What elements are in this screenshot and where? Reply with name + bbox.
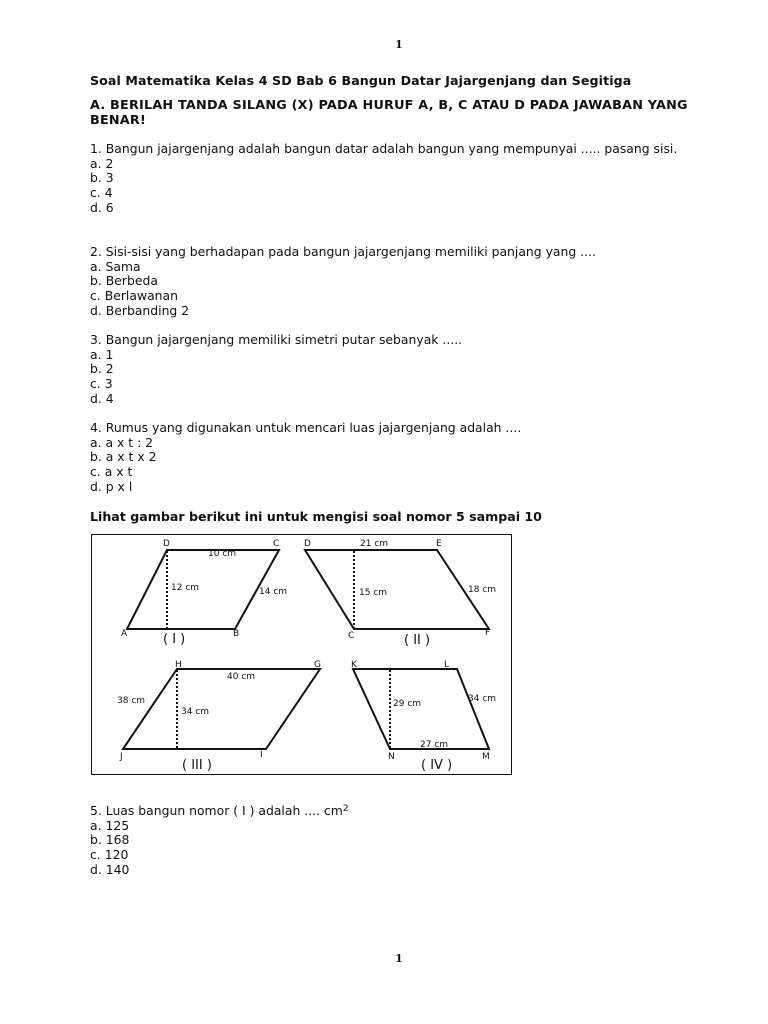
option-d: d. 4	[90, 390, 114, 406]
vertex-label: E	[436, 539, 442, 549]
section-heading: A. BERILAH TANDA SILANG (X) PADA HURUF A, B, C ATAU D PADA JAWABAN YANG BENAR!	[90, 98, 688, 128]
superscript-2: 2	[342, 804, 349, 814]
option-d: d. 140	[90, 861, 130, 877]
vertex-label: D	[163, 539, 170, 549]
vertex-label: B	[233, 629, 240, 639]
figure-intro: Lihat gambar berikut ini untuk mengisi soal nomor 5 sampai 10	[90, 509, 542, 524]
parallelogram-4	[353, 669, 489, 749]
vertex-label: C	[348, 631, 355, 641]
question-1	[90, 142, 702, 216]
vertex-label: D	[304, 539, 311, 549]
option-a: a. Sama	[90, 258, 141, 274]
option-c: c. 120	[90, 847, 129, 863]
vertex-label: I	[260, 750, 263, 760]
parallelogram-3	[123, 669, 320, 749]
option-a: a. a x t : 2	[90, 434, 154, 450]
top-side-label: 10 cm	[208, 549, 237, 559]
vertex-label: M	[482, 752, 490, 762]
side-label: 34 cm	[468, 694, 497, 704]
top-side-label: 40 cm	[227, 672, 256, 682]
option-b: b. Berbeda	[90, 273, 158, 289]
document-title: Soal Matematika Kelas 4 SD Bab 6 Bangun Datar Jajargenjang dan Segitiga	[90, 73, 632, 88]
shape-caption: ( I )	[163, 632, 186, 647]
option-c: c. a x t	[90, 464, 133, 480]
question-text	[90, 802, 702, 819]
side-label: 14 cm	[259, 587, 288, 597]
option-a: a. 125	[90, 817, 130, 833]
vertex-label: L	[444, 660, 450, 670]
height-label: 29 cm	[393, 699, 422, 709]
parallelogram-1	[127, 550, 279, 629]
shape-caption: ( IV )	[421, 758, 453, 773]
figure-svg	[92, 535, 513, 776]
option-c: c. 4	[90, 185, 113, 201]
parallelogram-2	[305, 550, 489, 629]
bottom-side-label: 27 cm	[420, 740, 449, 750]
question-text-main: 5. Luas bangun nomor ( I ) adalah .... cm	[90, 803, 343, 818]
vertex-label: H	[175, 660, 182, 670]
option-b: b. a x t x 2	[90, 449, 157, 465]
option-a: a. 2	[90, 155, 114, 171]
question-text: 1. Bangun jajargenjang adalah bangun datar adalah bangun yang mempunyai ..... pasang sisi.	[90, 141, 678, 156]
option-b: b. 3	[90, 170, 114, 186]
vertex-label: F	[485, 628, 491, 638]
vertex-label: K	[351, 660, 357, 670]
parallelogram-figure	[91, 534, 512, 775]
page-number-bottom: 1	[395, 952, 403, 965]
shape-caption: ( II )	[404, 633, 431, 648]
top-side-label: 21 cm	[360, 539, 389, 549]
question-text: 4. Rumus yang digunakan untuk mencari luas jajargenjang adalah ....	[90, 420, 522, 435]
option-c: c. Berlawanan	[90, 288, 178, 304]
option-c: c. 3	[90, 376, 113, 392]
option-d: d. 6	[90, 199, 114, 215]
vertex-label: N	[388, 752, 395, 762]
option-d: d. p x l	[90, 478, 133, 494]
question-text: 2. Sisi-sisi yang berhadapan pada bangun jajargenjang memiliki panjang yang ....	[90, 244, 596, 259]
question-4	[90, 421, 702, 495]
height-label: 15 cm	[359, 588, 388, 598]
vertex-label: C	[273, 539, 280, 549]
option-b: b. 2	[90, 361, 114, 377]
question-text: 3. Bangun jajargenjang memiliki simetri putar sebanyak .....	[90, 332, 463, 347]
question-3	[90, 333, 702, 407]
height-label: 34 cm	[181, 707, 210, 717]
question-5	[90, 802, 702, 878]
vertex-label: A	[121, 629, 128, 639]
height-label: 12 cm	[171, 583, 200, 593]
vertex-label: G	[314, 660, 321, 670]
option-d: d. Berbanding 2	[90, 302, 190, 318]
page-number-top: 1	[395, 38, 403, 51]
vertex-label: J	[120, 752, 123, 762]
side-label: 18 cm	[468, 585, 497, 595]
side-label: 38 cm	[117, 696, 146, 706]
question-2	[90, 245, 702, 319]
shape-caption: ( III )	[182, 758, 212, 773]
option-a: a. 1	[90, 346, 114, 362]
option-b: b. 168	[90, 832, 130, 848]
